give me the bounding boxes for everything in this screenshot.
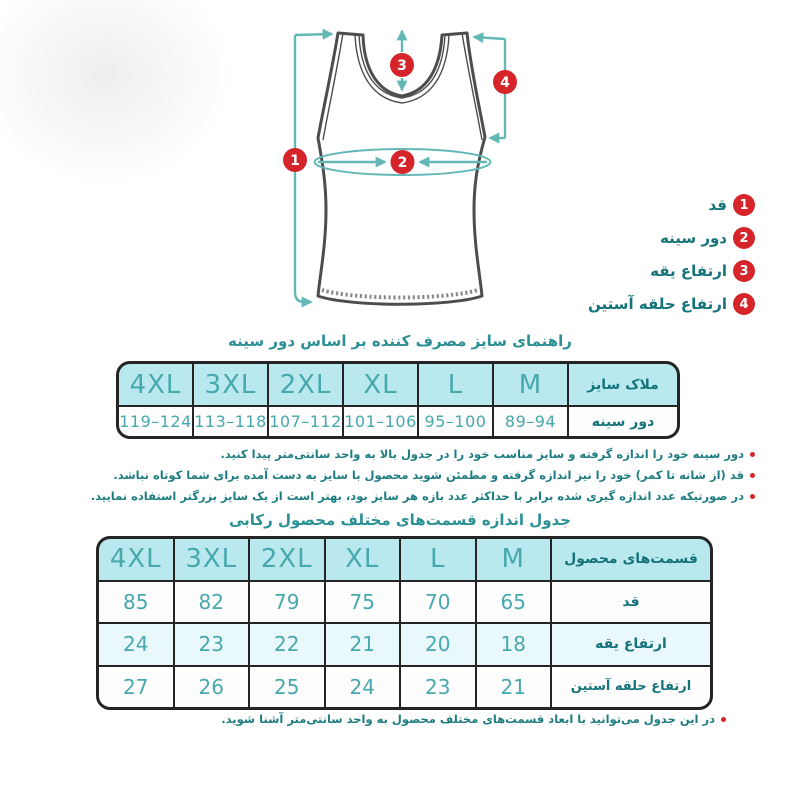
chest-range-cell: 113–118 <box>194 407 267 436</box>
size-header-cell: 3XL <box>175 539 249 580</box>
size-header-cell: 4XL <box>99 539 173 580</box>
size-guide-title: راهنمای سایز مصرف کننده بر اساس دور سینه <box>228 332 572 350</box>
legend-badge-2: 2 <box>733 227 755 249</box>
collar-value-cell: 22 <box>250 624 324 665</box>
bullet-icon <box>750 452 755 457</box>
note-text: در صورتیکه عدد اندازه گیری شده برابر با حداکثر عدد بازه هر سایز بود، بهتر است از یک سایز بزرگتر استفاده نمایید. <box>90 489 744 503</box>
sizing-notes <box>91 447 755 510</box>
size-header-cell: M <box>477 539 551 580</box>
scan-artifact <box>0 0 250 200</box>
diagram-badge-3 <box>390 53 414 77</box>
size-header-cell: 3XL <box>194 364 267 405</box>
diagram-badge-2 <box>391 150 415 174</box>
legend-badge-3: 3 <box>733 260 755 282</box>
length-value-cell: 79 <box>250 582 324 623</box>
legend-item-armhole <box>588 293 755 315</box>
armhole-value-cell: 23 <box>401 667 475 708</box>
armhole-value-cell: 21 <box>477 667 551 708</box>
collar-row-label: ارتفاع یقه <box>552 624 710 665</box>
length-value-cell: 85 <box>99 582 173 623</box>
bullet-icon <box>721 717 726 722</box>
length-value-cell: 70 <box>401 582 475 623</box>
legend-label: دور سینه <box>660 229 727 247</box>
svg-text:2: 2 <box>397 155 408 171</box>
armhole-value-cell: 25 <box>250 667 324 708</box>
size-guide-table <box>116 361 680 439</box>
legend-item-length <box>588 194 755 216</box>
note-line <box>221 712 726 726</box>
collar-value-cell: 20 <box>401 624 475 665</box>
size-header-cell: M <box>494 364 567 405</box>
legend-item-chest <box>588 227 755 249</box>
armhole-value-cell: 24 <box>326 667 400 708</box>
collar-value-cell: 21 <box>326 624 400 665</box>
legend-label: ارتفاع یقه <box>650 262 727 280</box>
armhole-value-cell: 27 <box>99 667 173 708</box>
chest-row-label: دور سینه <box>569 407 677 436</box>
note-text: دور سینه خود را اندازه گرفته و سایز مناسب خود را در جدول بالا به واحد سانتی‌متر پیدا کنید. <box>220 447 744 461</box>
note-text: قد (از شانه تا کمر) خود را نیز اندازه گرفته و مطمئن شوید محصول با سایز به دست آمده برای شما کوتاه نباشد. <box>113 468 744 482</box>
chest-range-cell: 107–112 <box>269 407 342 436</box>
chest-range-cell: 89–94 <box>494 407 567 436</box>
svg-text:3: 3 <box>397 58 407 74</box>
size-header-cell: XL <box>344 364 417 405</box>
armhole-row-label: ارتفاع حلقه آستین <box>552 667 710 708</box>
parts-dimensions-table <box>96 536 713 710</box>
size-header-cell: 4XL <box>119 364 192 405</box>
length-value-cell: 82 <box>175 582 249 623</box>
legend-item-collar <box>588 260 755 282</box>
length-value-cell: 75 <box>326 582 400 623</box>
legend-label: قد <box>708 196 727 214</box>
chest-range-cell: 119–124 <box>119 407 192 436</box>
size-criterion-header: ملاک سایز <box>569 364 677 405</box>
diagram-badge-4 <box>493 70 517 94</box>
armhole-value-cell: 26 <box>175 667 249 708</box>
parts-table-title: جدول اندازه قسمت‌های مختلف محصول رکابی <box>228 511 572 529</box>
measurement-legend <box>588 194 755 315</box>
size-header-cell: L <box>419 364 492 405</box>
diagram-badge-1 <box>283 148 307 172</box>
chest-range-cell: 95–100 <box>419 407 492 436</box>
collar-value-cell: 18 <box>477 624 551 665</box>
size-header-cell: 2XL <box>250 539 324 580</box>
footer-note <box>221 712 726 733</box>
length-value-cell: 65 <box>477 582 551 623</box>
size-header-cell: XL <box>326 539 400 580</box>
collar-value-cell: 23 <box>175 624 249 665</box>
note-text: در این جدول می‌توانید با ابعاد قسمت‌های مختلف محصول به واحد سانتی‌متر آشنا شوید. <box>221 712 715 726</box>
tank-top-diagram <box>270 20 540 325</box>
length-row-label: قد <box>552 582 710 623</box>
parts-header-label: قسمت‌های محصول <box>552 539 710 580</box>
size-header-cell: L <box>401 539 475 580</box>
note-line <box>91 447 755 461</box>
chest-range-cell: 101–106 <box>344 407 417 436</box>
svg-text:1: 1 <box>290 153 300 169</box>
note-line <box>91 468 755 482</box>
collar-value-cell: 24 <box>99 624 173 665</box>
bullet-icon <box>750 494 755 499</box>
legend-badge-1: 1 <box>733 194 755 216</box>
legend-badge-4: 4 <box>733 293 755 315</box>
svg-text:4: 4 <box>500 75 510 91</box>
size-header-cell: 2XL <box>269 364 342 405</box>
bullet-icon <box>750 473 755 478</box>
note-line <box>91 489 755 503</box>
legend-label: ارتفاع حلقه آستین <box>588 295 727 313</box>
